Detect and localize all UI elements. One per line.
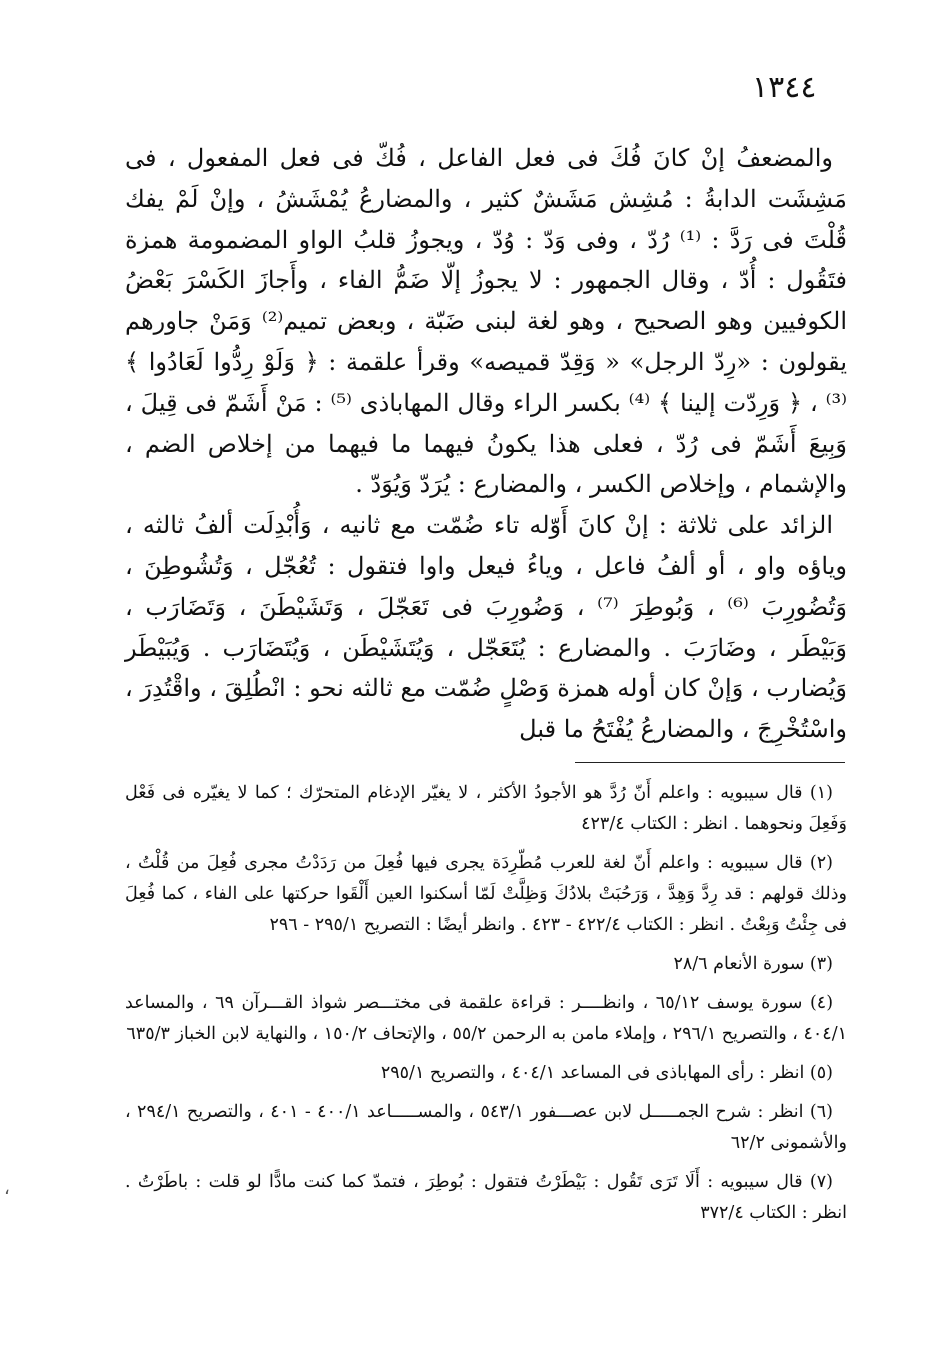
footnote-separator	[575, 762, 845, 763]
footnote: (٤) سورة يوسف ٦٥/١٢ ، وانظــــر : قراءة علقمة فى مختـــصر شواذ القـــرآن ٦٩ ، والمساعد ٤٠٤/١ ، والتصريح ٢٩٦/١ ، وإملاء مامن به الرحمن ٥٥/٢ ، والإتحاف ١٥٠/٢ ، والنهاية لابن الخباز ٦٣٥/٣	[125, 993, 847, 1044]
page-number: ١٣٤٤	[752, 70, 817, 105]
footnote: (٦) انظر : شرح الجمـــــل لابن عصـــفور ٥٤٣/١ ، والمســـــاعد ٤٠٠/١ - ٤٠١ ، والتصريح ٢٩٤/١ ، والأشمونى ٦٢/٢	[125, 1102, 847, 1153]
paragraph: الزائد على ثلاثة : إنْ كانَ أَوّله تاء ضُمّت مع ثانيه ، وَأُبْدِلَت ألفُ ثالثه ، وياؤه واو ، أو ألفُ فاعل ، وياءُ فيعل واوا فتقول : تُعُجّل ، وَتُشُوطِنَ ، وَتُضُورِبَ ⁽⁶⁾ ، وَبُوطِرَ ⁽⁷⁾ ، وَضُورِبَ فى تَعَجّلَ ، وَتَشَيْطَنَ ، وَتَضَارَب ، وَبَيْطَر ، وضَارَبَ . والمضارع : يُتَعَجّل ، وَيُتَشَيْطَن ، وَيُتَضَارَب . وَيُبَيْطَر وَيُضارب ، وَإنْ كان أوله همزة وَصْلٍ ضُمّت مع ثالثه نحو : انْطُلِقَ ، واقْتُدِرَ ، واسْتُخْرِجَ ، والمضارعُ يُفْتَحُ ما قبل	[125, 511, 848, 744]
main-text	[125, 138, 847, 750]
paragraph: والمضعفُ إنْ كانَ فُكَ فى فعل الفاعل ، فُكّ فى فعل المفعول ، فى مَشِشَت الدابةُ : مُشِش مَشَشٌ كثير ، والمضارعُ يُمْشَشُ ، وإنْ لَمْ يفك قُلْتَ فى رَدَّ : ⁽¹⁾ رُدّ ، وفى وَدّ : وُدّ ، ويجوزُ قلبُ الواو المضمومة همزة فتَقُول : أُدّ ، وقال الجمهور : لا يجوزُ إلّا ضَمُّ الفاء ، وأَجازَ الكَسْرَ بَعْضُ الكوفيين وهو الصحيح ، وهو لغة لبنى ضَبّة ، وبعض تميم⁽²⁾ وَمَنْ جاورهم يقولون : «رِدّ الرجل» « وَقِدّ قميصه» وقرأ علقمة : ﴿ وَلَوْ رِدُّوا لَعَادُوا ﴾ ⁽³⁾ ، ﴿ وَرِدّت إلينا ﴾ ⁽⁴⁾ بكسر الراء وقال المهاباذى ⁽⁵⁾ : مَنْ أَشَمّ فى قِيلَ ، وَبِيعَ أَشَمّ فى رُدّ ، فعلى هذا يكونُ فيهما ما فيهما من إخلاص الضم ، والإشمام ، وإخلاص الكسر ، والمضارع : يُرَدّ وَيُوَدّ .	[125, 144, 848, 499]
footnote: (٧) قال سيبويه : أَلَا تَرَى تَقُول : بَيْطَرْتُ فتقول : بُوطِرَ ، فتمدّ كما كنت مادًّا لو قلت : باطَرْتُ . انظر : الكتاب ٣٧٢/٤	[125, 1172, 847, 1223]
footnote: (١) قال سيبويه : واعلم أَنّ رُدَّ هو الأجودُ الأكثر ، لا يغيّر الإدغام المتحرّك ؛ كما لا يغيّره فى فَعْل وَفَعِلَ ونحوهما . انظر : الكتاب ٤٢٣/٤	[125, 783, 847, 834]
footnote: (٥) انظر : رأى المهاباذى فى المساعد ٤٠٤/١ ، والتصريح ٢٩٥/١	[380, 1063, 833, 1083]
footnotes	[125, 778, 847, 1237]
margin-mark: ،	[4, 1178, 10, 1199]
footnote: (٣) سورة الأنعام ٢٨/٦	[673, 954, 833, 974]
footnote: (٢) قال سيبويه : واعلم أَنّ لغة للعرب مُطّرِدَة يجرى فيها فُعِلَ من رَدَدْتُ مجرى فُعِلَ من قُلْتُ ، وذلك قولهم : قد رِدَّ وَهِدَّ ، وَرَحُبَتْ بلادُكَ وَظِلَّتْ لَمّا أسكنوا العين أَلْقَوا حركتها على الفاء ، كما فُعِلَ فى جِئْتُ وَبِعْتُ . انظر : الكتاب ٤٢٢/٤ - ٤٢٣ . وانظر أيضًا : التصريح ٢٩٥/١ - ٢٩٦	[125, 853, 847, 935]
